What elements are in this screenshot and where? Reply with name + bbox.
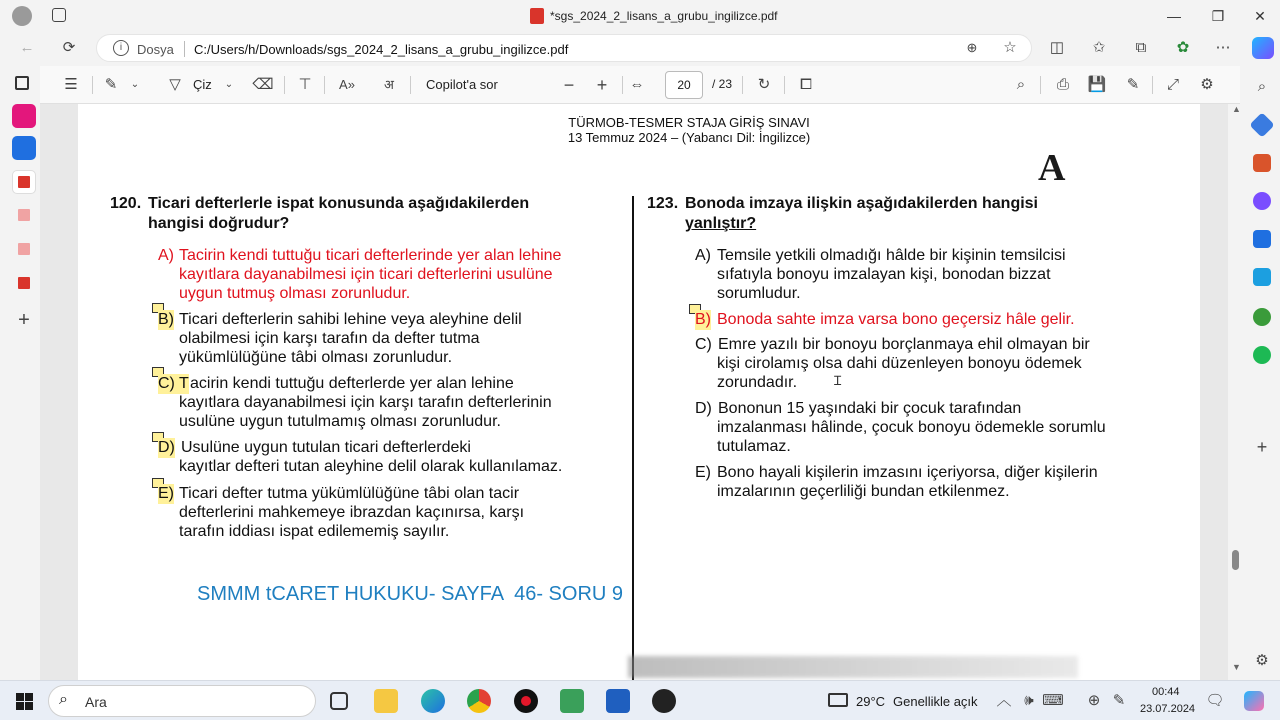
option-text: Bono hayali kişilerin imzasını içeriyorsa, diğer kişilerin bbox=[717, 464, 1098, 481]
rotate-icon[interactable]: ↻ bbox=[757, 76, 771, 93]
search-icon[interactable]: ⌕ bbox=[1257, 78, 1267, 95]
spotify-icon[interactable] bbox=[1253, 346, 1271, 364]
text-box-icon[interactable]: ⊤ bbox=[298, 76, 312, 93]
collections-icon[interactable]: ⧉ bbox=[1135, 39, 1147, 56]
address-row bbox=[0, 32, 1280, 64]
outlook-icon[interactable] bbox=[1253, 230, 1271, 248]
window-title: *sgs_2024_2_lisans_a_grubu_ingilizce.pdf bbox=[550, 9, 778, 23]
option-letter: A) bbox=[158, 247, 174, 264]
divider bbox=[1152, 76, 1153, 94]
right-sidebar bbox=[1244, 64, 1280, 680]
minimize-button[interactable]: — bbox=[1167, 8, 1181, 24]
divider bbox=[784, 76, 785, 94]
new-tab-plus-icon[interactable]: + bbox=[18, 309, 30, 331]
page-view-icon[interactable]: ⧠ bbox=[799, 76, 812, 93]
option-letter: D) bbox=[158, 439, 175, 456]
tree-icon[interactable] bbox=[1253, 308, 1271, 326]
extensions-icon[interactable]: ✿ bbox=[1176, 39, 1190, 56]
fit-page-icon[interactable]: ⇔ bbox=[629, 76, 645, 93]
option-text: Ticari defterlerin sahibi lehine veya aleyhine delil bbox=[179, 311, 522, 328]
scroll-up-arrow-icon[interactable]: ▲ bbox=[1232, 104, 1241, 114]
taskbar-search-box[interactable] bbox=[48, 685, 316, 717]
pdf-tab-icon bbox=[530, 8, 544, 24]
language-icon[interactable]: ⌨ bbox=[1042, 692, 1064, 709]
apps-grid-icon[interactable] bbox=[560, 689, 584, 713]
save-icon[interactable]: 💾 bbox=[1087, 76, 1107, 93]
option-text: Bonoda sahte imza varsa bono geçersiz hâle gelir. bbox=[717, 311, 1075, 328]
maximize-button[interactable]: ❐ bbox=[1211, 8, 1225, 24]
option-letter: B) bbox=[695, 311, 711, 328]
option-text: Bononun 15 yaşındaki bir çocuk tarafından bbox=[718, 400, 1022, 417]
pdf-tab-icon[interactable] bbox=[12, 170, 36, 194]
option-letter: D) bbox=[695, 400, 712, 417]
windows-start-icon[interactable] bbox=[16, 693, 33, 710]
draw-icon[interactable]: ▽ bbox=[169, 76, 181, 93]
option-text: kayıtlara dayanabilmesi için ticari defterlerini usulüne bbox=[179, 266, 553, 283]
save-as-icon[interactable]: ✎ bbox=[1126, 76, 1140, 93]
sidebar-settings-icon[interactable]: ⚙ bbox=[1255, 652, 1269, 669]
question-number: 120. bbox=[110, 195, 142, 212]
settings-gear-icon[interactable]: ⚙ bbox=[1200, 76, 1214, 93]
sidebar-panel-icon[interactable] bbox=[15, 76, 29, 90]
info-icon[interactable]: i bbox=[113, 40, 129, 56]
option-text: usulüne uygun tutulmamış olması zorunludur. bbox=[179, 413, 501, 430]
edge-browser-icon[interactable] bbox=[421, 689, 445, 713]
table-of-contents-icon[interactable]: ☰ bbox=[64, 76, 78, 93]
eraser-icon[interactable]: ⌫ bbox=[252, 76, 274, 93]
shopping-icon[interactable] bbox=[1249, 112, 1274, 137]
option-text: defterlerini mahkemeye ibrazdan kaçınırsa, karşı bbox=[179, 504, 525, 521]
option-text: sıfatıyla bonoyu imzalayan kişi, bonodan bizzat bbox=[717, 266, 1051, 283]
volume-icon[interactable]: 🕪 bbox=[1024, 692, 1034, 709]
print-icon[interactable]: ⎙ bbox=[1056, 76, 1069, 93]
site-label: Dosya bbox=[137, 42, 174, 57]
divider bbox=[742, 76, 743, 94]
question-number: 123. bbox=[647, 195, 679, 212]
option-text: yükümlülüğüne tâbi olması zorunludur. bbox=[179, 349, 453, 366]
column-divider bbox=[632, 196, 634, 680]
open-in-app-icon[interactable]: ⤢ bbox=[1166, 76, 1179, 93]
url-text[interactable]: C:/Users/h/Downloads/sgs_2024_2_lisans_a_grubu_ingilizce.pdf bbox=[194, 42, 569, 57]
pdf-toolbar bbox=[40, 66, 1240, 104]
read-aloud-icon[interactable]: A» bbox=[339, 77, 355, 92]
exam-title: TÜRMOB-TESMER STAJA GİRİŞ SINAVI bbox=[568, 115, 810, 130]
add-sidebar-app-icon[interactable]: + bbox=[1256, 437, 1268, 457]
option-text: Ticari defter tutma yükümlülüğüne tâbi olan tacir bbox=[179, 485, 520, 502]
pdf-tab-icon[interactable] bbox=[12, 204, 36, 228]
option-text: zorundadır. bbox=[717, 374, 798, 391]
task-view-icon[interactable] bbox=[330, 692, 348, 710]
tools-icon[interactable] bbox=[1253, 154, 1271, 172]
pdf-tab-icon[interactable] bbox=[12, 272, 36, 296]
search-placeholder: Ara bbox=[85, 694, 107, 710]
chevron-up-icon[interactable]: ︿ bbox=[996, 692, 1012, 709]
option-letter: C) bbox=[695, 336, 712, 353]
question-text: Bonoda imzaya ilişkin aşağıdakilerden hangisi bbox=[685, 195, 1038, 212]
option-text: olabilmesi için karşı tarafın da defter tutma bbox=[179, 330, 480, 347]
divider bbox=[410, 76, 411, 94]
question-text: yanlıştır? bbox=[685, 215, 757, 232]
word-icon[interactable] bbox=[606, 689, 630, 713]
pen-icon[interactable]: ✎ bbox=[1112, 692, 1126, 709]
option-letter: A) bbox=[695, 247, 711, 264]
back-icon[interactable]: ← bbox=[19, 39, 35, 56]
taskbar bbox=[0, 680, 1280, 720]
page-number-input[interactable]: 20 bbox=[665, 71, 703, 99]
pdf-page bbox=[78, 104, 1200, 680]
pdf-tab-icon[interactable] bbox=[12, 238, 36, 262]
zoom-in-icon[interactable]: + bbox=[596, 75, 608, 95]
option-text: acirin kendi tuttuğu defterlerde yer alan lehine bbox=[190, 375, 514, 392]
option-text: imzalarının geçerliliği bundan etkilenmez. bbox=[717, 483, 1010, 500]
edit-app-icon[interactable] bbox=[12, 136, 36, 160]
favorite-star-icon[interactable]: ☆ bbox=[1003, 39, 1017, 56]
weather-temp[interactable]: 29°C bbox=[856, 694, 886, 709]
option-text: uygun tutmuş olması zorunludur. bbox=[179, 285, 411, 302]
profile-avatar[interactable] bbox=[12, 6, 32, 26]
media-player-icon[interactable] bbox=[652, 689, 676, 713]
zoom-icon[interactable]: ⊕ bbox=[966, 40, 978, 55]
search-icon[interactable]: ⌕ bbox=[1016, 76, 1026, 93]
divider bbox=[92, 76, 93, 94]
address-bar[interactable] bbox=[96, 34, 1032, 62]
weather-icon[interactable] bbox=[828, 693, 848, 707]
send-icon[interactable] bbox=[1253, 268, 1271, 286]
split-screen-icon[interactable]: ◫ bbox=[1049, 39, 1065, 56]
exam-date: 13 Temmuz 2024 – (Yabancı Dil: İngilizce) bbox=[567, 130, 811, 145]
clock-time[interactable]: 00:44 bbox=[1152, 686, 1180, 698]
booklet-letter: A bbox=[1038, 147, 1066, 189]
chrome-icon[interactable] bbox=[467, 689, 491, 713]
text-cursor-icon: Ɪ bbox=[834, 373, 842, 388]
question-text: hangisi doğrudur? bbox=[148, 215, 290, 232]
pdf-viewer[interactable] bbox=[40, 104, 1228, 680]
network-globe-icon[interactable]: ⊕ bbox=[1087, 692, 1101, 709]
draw-label[interactable]: Çiz bbox=[193, 77, 212, 92]
recorder-icon[interactable] bbox=[514, 689, 538, 713]
copilot-icon[interactable] bbox=[1252, 37, 1274, 59]
more-menu-icon[interactable]: ⋯ bbox=[1215, 39, 1231, 56]
copilot-taskbar-icon[interactable] bbox=[1244, 691, 1264, 711]
option-text: kişi cirolamış olsa dahi düzenleyen bonoyu ödemek bbox=[717, 355, 1082, 372]
divider bbox=[622, 76, 623, 94]
chevron-down-icon[interactable]: ⌄ bbox=[224, 79, 234, 90]
page-total: / 23 bbox=[712, 77, 733, 91]
option-text: Temsile yetkili olmadığı hâlde bir kişinin temsilcisi bbox=[717, 247, 1066, 264]
divider bbox=[324, 76, 325, 94]
option-text: tutulamaz. bbox=[717, 438, 791, 455]
favorites-icon[interactable]: ✩ bbox=[1092, 39, 1106, 56]
scrollbar-thumb[interactable] bbox=[1232, 550, 1239, 570]
option-text: Tacirin kendi tuttuğu ticari defterlerinde yer alan lehine bbox=[179, 247, 562, 264]
title-bar bbox=[0, 0, 1280, 32]
handwritten-reference-note: SMMM tCARET HUKUKU- SAYFA 46- SORU 9 bbox=[197, 583, 624, 605]
page-footer-blur bbox=[628, 656, 1078, 678]
clock-date[interactable]: 23.07.2024 bbox=[1140, 703, 1196, 715]
chevron-down-icon[interactable]: ⌄ bbox=[130, 79, 140, 90]
option-text: kayıtlara dayanabilmesi için karşı tarafın defterlerinin bbox=[179, 394, 552, 411]
divider bbox=[284, 76, 285, 94]
option-letter: E) bbox=[158, 485, 174, 502]
left-sidebar bbox=[0, 64, 40, 680]
close-button[interactable]: ✕ bbox=[1254, 8, 1266, 24]
option-text: Emre yazılı bir bonoyu borçlanmaya ehil olmayan bir bbox=[718, 336, 1090, 353]
weather-text[interactable]: Genellikle açık bbox=[893, 694, 978, 709]
workspaces-icon[interactable] bbox=[52, 8, 66, 22]
scroll-down-arrow-icon[interactable]: ▼ bbox=[1232, 662, 1241, 672]
option-text: tarafın iddiası ispat edilememiş sayılır. bbox=[179, 523, 450, 540]
translate-icon[interactable]: अ bbox=[384, 77, 394, 92]
option-letter: C) T bbox=[158, 375, 189, 392]
option-letter: B) bbox=[158, 311, 174, 328]
option-text: kayıtlar defteri tutan aleyhine delil olarak kullanılamaz. bbox=[179, 458, 563, 475]
option-letter: E) bbox=[695, 464, 711, 481]
notifications-icon[interactable]: 🗨 bbox=[1205, 692, 1225, 709]
divider bbox=[1040, 76, 1041, 94]
media-app-icon[interactable] bbox=[12, 104, 36, 128]
copilot-ask-button[interactable]: Copilot'a sor bbox=[426, 77, 498, 92]
option-text: sorumludur. bbox=[717, 285, 801, 302]
divider bbox=[184, 41, 185, 57]
option-text: imzalanması hâlinde, çocuk bonoyu ödemekle sorumlu bbox=[717, 419, 1106, 436]
search-icon: ⌕ bbox=[59, 691, 68, 708]
games-icon[interactable] bbox=[1253, 192, 1271, 210]
question-text: Ticari defterlerle ispat konusunda aşağıdakilerden bbox=[148, 195, 530, 212]
option-text: Usulüne uygun tutulan ticari defterlerdeki bbox=[181, 439, 471, 456]
zoom-out-icon[interactable]: − bbox=[563, 75, 575, 95]
file-explorer-icon[interactable] bbox=[374, 689, 398, 713]
refresh-icon[interactable]: ⟳ bbox=[62, 39, 76, 56]
highlight-icon[interactable]: ✎ bbox=[104, 76, 118, 93]
vertical-scrollbar[interactable] bbox=[1228, 104, 1244, 680]
